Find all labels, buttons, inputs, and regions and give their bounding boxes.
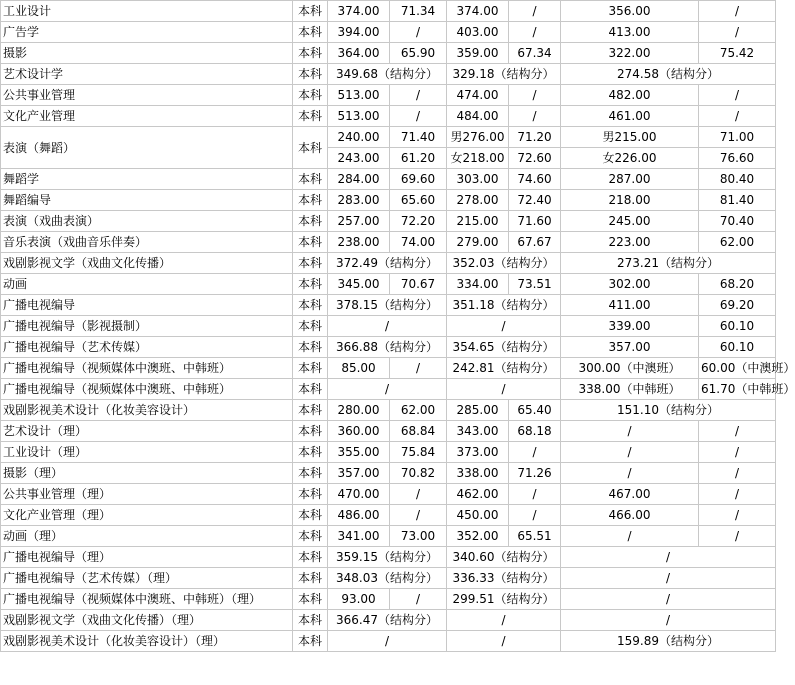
year2-total-score: 215.00	[447, 211, 509, 232]
year3-total-score: 302.00	[561, 274, 699, 295]
year1-total-score: 357.00	[328, 463, 390, 484]
year1-major-score: 62.00	[390, 400, 447, 421]
year3-total-score: /	[561, 463, 699, 484]
year3-major-score: 81.40	[699, 190, 776, 211]
year3-merged: /	[561, 589, 776, 610]
year1-merged: 348.03（结构分）	[328, 568, 447, 589]
major-name: 广播电视编导（影视摄制）	[1, 316, 293, 337]
degree-level: 本科	[293, 568, 328, 589]
degree-level: 本科	[293, 253, 328, 274]
major-name: 戏剧影视美术设计（化妆美容设计）	[1, 400, 293, 421]
year1-total-score: 513.00	[328, 106, 390, 127]
year1-major-score: 70.67	[390, 274, 447, 295]
year2-merged: 242.81（结构分）	[447, 358, 561, 379]
year1-merged: 349.68（结构分）	[328, 64, 447, 85]
year1-major-score: 75.84	[390, 442, 447, 463]
year2-merged: 340.60（结构分）	[447, 547, 561, 568]
year1-total-score: 238.00	[328, 232, 390, 253]
year3-major-score: 60.10	[699, 337, 776, 358]
major-name: 广播电视编导（艺术传媒）	[1, 337, 293, 358]
year3-major-score: 60.00（中澳班）	[699, 358, 776, 379]
year1-major-score: 72.20	[390, 211, 447, 232]
year2-merged: 352.03（结构分）	[447, 253, 561, 274]
year1-major-score: 74.00	[390, 232, 447, 253]
table-row	[1, 358, 776, 379]
year2-total-score: 374.00	[447, 1, 509, 22]
table-row	[1, 484, 776, 505]
year3-merged: 274.58（结构分）	[561, 64, 776, 85]
year1-major-score: 69.60	[390, 169, 447, 190]
table-row	[1, 106, 776, 127]
year1-major-score: /	[390, 589, 447, 610]
degree-level: 本科	[293, 169, 328, 190]
year2-major-score: /	[509, 85, 561, 106]
major-name: 广告学	[1, 22, 293, 43]
year2-major-score: 71.60	[509, 211, 561, 232]
year3-total-score: 300.00（中澳班）	[561, 358, 699, 379]
year3-total-score: 461.00	[561, 106, 699, 127]
year3-major-score: /	[699, 463, 776, 484]
year2-total-score: 373.00	[447, 442, 509, 463]
degree-level: 本科	[293, 295, 328, 316]
year1-merged: /	[328, 316, 447, 337]
year1-total-score: 280.00	[328, 400, 390, 421]
year1-total-score: 345.00	[328, 274, 390, 295]
year3-major-score: /	[699, 484, 776, 505]
year3-major-score: 60.10	[699, 316, 776, 337]
year2-total-score: 450.00	[447, 505, 509, 526]
table-row	[1, 43, 776, 64]
major-name: 艺术设计（理）	[1, 421, 293, 442]
major-name: 广播电视编导（视频媒体中澳班、中韩班）	[1, 379, 293, 400]
degree-level: 本科	[293, 484, 328, 505]
year2-merged: 299.51（结构分）	[447, 589, 561, 610]
year3-major-score: /	[699, 22, 776, 43]
degree-level: 本科	[293, 358, 328, 379]
year3-total-score: 357.00	[561, 337, 699, 358]
year2-total-score: 278.00	[447, 190, 509, 211]
year2-major-score: 72.60	[509, 148, 561, 169]
year1-merged: /	[328, 631, 447, 652]
degree-level: 本科	[293, 442, 328, 463]
table-row	[1, 505, 776, 526]
year1-total-score: 360.00	[328, 421, 390, 442]
year1-total-score: 93.00	[328, 589, 390, 610]
year1-total-score: 283.00	[328, 190, 390, 211]
year1-total-score: 243.00	[328, 148, 390, 169]
degree-level: 本科	[293, 400, 328, 421]
year2-total-score: 343.00	[447, 421, 509, 442]
major-name: 广播电视编导（视频媒体中澳班、中韩班）	[1, 358, 293, 379]
year2-total-score: 279.00	[447, 232, 509, 253]
year1-major-score: 71.34	[390, 1, 447, 22]
year2-major-score: /	[509, 106, 561, 127]
table-row	[1, 442, 776, 463]
year2-merged: 351.18（结构分）	[447, 295, 561, 316]
year3-merged: /	[561, 610, 776, 631]
year3-major-score: 75.42	[699, 43, 776, 64]
year2-merged: /	[447, 631, 561, 652]
year2-total-score: 285.00	[447, 400, 509, 421]
year2-total-score: 403.00	[447, 22, 509, 43]
year1-merged: 366.47（结构分）	[328, 610, 447, 631]
degree-level: 本科	[293, 631, 328, 652]
year2-merged: /	[447, 610, 561, 631]
table-row	[1, 631, 776, 652]
year2-major-score: /	[509, 442, 561, 463]
major-name: 表演（舞蹈）	[1, 127, 293, 169]
year2-merged: 354.65（结构分）	[447, 337, 561, 358]
year1-major-score: /	[390, 85, 447, 106]
year3-major-score: 70.40	[699, 211, 776, 232]
year3-major-score: 68.20	[699, 274, 776, 295]
year1-major-score: 65.90	[390, 43, 447, 64]
year2-major-score: 72.40	[509, 190, 561, 211]
year2-total-score: 男276.00	[447, 127, 509, 148]
year3-merged: /	[561, 568, 776, 589]
year1-major-score: 73.00	[390, 526, 447, 547]
year2-major-score: /	[509, 1, 561, 22]
table-row	[1, 379, 776, 400]
degree-level: 本科	[293, 106, 328, 127]
year1-total-score: 355.00	[328, 442, 390, 463]
year3-total-score: 218.00	[561, 190, 699, 211]
year3-total-score: 男215.00	[561, 127, 699, 148]
year1-total-score: 257.00	[328, 211, 390, 232]
major-name: 戏剧影视美术设计（化妆美容设计）（理）	[1, 631, 293, 652]
major-name: 摄影	[1, 43, 293, 64]
year2-total-score: 303.00	[447, 169, 509, 190]
year3-merged: /	[561, 547, 776, 568]
year1-total-score: 85.00	[328, 358, 390, 379]
table-row	[1, 232, 776, 253]
year2-major-score: 67.67	[509, 232, 561, 253]
year3-major-score: 80.40	[699, 169, 776, 190]
year2-total-score: 352.00	[447, 526, 509, 547]
year2-total-score: 女218.00	[447, 148, 509, 169]
year1-merged: 372.49（结构分）	[328, 253, 447, 274]
table-row	[1, 610, 776, 631]
year1-merged: 378.15（结构分）	[328, 295, 447, 316]
table-row	[1, 568, 776, 589]
degree-level: 本科	[293, 64, 328, 85]
year3-total-score: /	[561, 442, 699, 463]
degree-level: 本科	[293, 526, 328, 547]
year3-merged: 151.10（结构分）	[561, 400, 776, 421]
year3-total-score: 466.00	[561, 505, 699, 526]
year3-major-score: /	[699, 85, 776, 106]
year3-total-score: 339.00	[561, 316, 699, 337]
year3-total-score: 245.00	[561, 211, 699, 232]
year3-total-score: /	[561, 526, 699, 547]
year3-total-score: 482.00	[561, 85, 699, 106]
degree-level: 本科	[293, 589, 328, 610]
degree-level: 本科	[293, 274, 328, 295]
year2-major-score: 71.26	[509, 463, 561, 484]
year2-major-score: /	[509, 505, 561, 526]
year3-total-score: 女226.00	[561, 148, 699, 169]
year1-total-score: 341.00	[328, 526, 390, 547]
table-body	[1, 1, 795, 652]
year1-total-score: 470.00	[328, 484, 390, 505]
degree-level: 本科	[293, 379, 328, 400]
year2-major-score: 65.40	[509, 400, 561, 421]
year2-major-score: 71.20	[509, 127, 561, 148]
year3-total-score: 356.00	[561, 1, 699, 22]
year3-major-score: /	[699, 1, 776, 22]
year2-total-score: 484.00	[447, 106, 509, 127]
table-row	[1, 211, 776, 232]
year1-major-score: 68.84	[390, 421, 447, 442]
major-name: 动画（理）	[1, 526, 293, 547]
major-name: 广播电视编导（视频媒体中澳班、中韩班）（理）	[1, 589, 293, 610]
major-name: 广播电视编导（艺术传媒）（理）	[1, 568, 293, 589]
year3-total-score: 467.00	[561, 484, 699, 505]
degree-level: 本科	[293, 127, 328, 169]
table-row	[1, 463, 776, 484]
major-name: 广播电视编导（理）	[1, 547, 293, 568]
year2-total-score: 334.00	[447, 274, 509, 295]
degree-level: 本科	[293, 190, 328, 211]
major-name: 公共事业管理（理）	[1, 484, 293, 505]
year3-major-score: 71.00	[699, 127, 776, 148]
degree-level: 本科	[293, 505, 328, 526]
year3-major-score: 69.20	[699, 295, 776, 316]
table-row	[1, 85, 776, 106]
table-row	[1, 421, 776, 442]
year1-total-score: 364.00	[328, 43, 390, 64]
year2-merged: 329.18（结构分）	[447, 64, 561, 85]
year1-major-score: 71.40	[390, 127, 447, 148]
year1-merged: 366.88（结构分）	[328, 337, 447, 358]
year1-merged: 359.15（结构分）	[328, 547, 447, 568]
year2-merged: /	[447, 316, 561, 337]
year1-major-score: 70.82	[390, 463, 447, 484]
table-row	[1, 526, 776, 547]
degree-level: 本科	[293, 463, 328, 484]
year1-total-score: 486.00	[328, 505, 390, 526]
table-row	[1, 400, 776, 421]
table-row	[1, 127, 776, 148]
year3-total-score: 322.00	[561, 43, 699, 64]
year3-major-score: 62.00	[699, 232, 776, 253]
major-name: 舞蹈编导	[1, 190, 293, 211]
degree-level: 本科	[293, 421, 328, 442]
year2-major-score: /	[509, 484, 561, 505]
year2-total-score: 462.00	[447, 484, 509, 505]
year3-total-score: 287.00	[561, 169, 699, 190]
major-name: 动画	[1, 274, 293, 295]
table-row	[1, 547, 776, 568]
table-row	[1, 589, 776, 610]
table-row	[1, 169, 776, 190]
year1-total-score: 284.00	[328, 169, 390, 190]
table-row	[1, 337, 776, 358]
year2-major-score: 74.60	[509, 169, 561, 190]
table-row	[1, 1, 776, 22]
major-name: 工业设计（理）	[1, 442, 293, 463]
degree-level: 本科	[293, 610, 328, 631]
table-row	[1, 316, 776, 337]
major-name: 舞蹈学	[1, 169, 293, 190]
year3-major-score: /	[699, 526, 776, 547]
year2-total-score: 338.00	[447, 463, 509, 484]
major-name: 艺术设计学	[1, 64, 293, 85]
degree-level: 本科	[293, 337, 328, 358]
year1-major-score: /	[390, 106, 447, 127]
year2-major-score: 65.51	[509, 526, 561, 547]
year1-merged: /	[328, 379, 447, 400]
year3-major-score: /	[699, 505, 776, 526]
year3-total-score: 411.00	[561, 295, 699, 316]
table-row	[1, 22, 776, 43]
year2-major-score: 67.34	[509, 43, 561, 64]
table-row	[1, 64, 776, 85]
major-name: 表演（戏曲表演）	[1, 211, 293, 232]
table-row	[1, 295, 776, 316]
year1-total-score: 394.00	[328, 22, 390, 43]
degree-level: 本科	[293, 85, 328, 106]
degree-level: 本科	[293, 1, 328, 22]
year3-total-score: 338.00（中韩班）	[561, 379, 699, 400]
degree-level: 本科	[293, 211, 328, 232]
year3-major-score: 61.70（中韩班）	[699, 379, 776, 400]
year3-total-score: 413.00	[561, 22, 699, 43]
major-name: 摄影（理）	[1, 463, 293, 484]
degree-level: 本科	[293, 316, 328, 337]
degree-level: 本科	[293, 547, 328, 568]
year1-total-score: 513.00	[328, 85, 390, 106]
year2-major-score: /	[509, 22, 561, 43]
degree-level: 本科	[293, 232, 328, 253]
year2-major-score: 73.51	[509, 274, 561, 295]
year3-total-score: /	[561, 421, 699, 442]
year2-merged: 336.33（结构分）	[447, 568, 561, 589]
year2-total-score: 359.00	[447, 43, 509, 64]
major-name: 戏剧影视文学（戏曲文化传播）	[1, 253, 293, 274]
major-name: 戏剧影视文学（戏曲文化传播）（理）	[1, 610, 293, 631]
year3-merged: 159.89（结构分）	[561, 631, 776, 652]
year1-major-score: /	[390, 505, 447, 526]
major-name: 文化产业管理（理）	[1, 505, 293, 526]
year3-major-score: 76.60	[699, 148, 776, 169]
year3-major-score: /	[699, 442, 776, 463]
major-name: 公共事业管理	[1, 85, 293, 106]
year3-merged: 273.21（结构分）	[561, 253, 776, 274]
year2-major-score: 68.18	[509, 421, 561, 442]
table-row	[1, 190, 776, 211]
year1-major-score: /	[390, 484, 447, 505]
year1-major-score: 65.60	[390, 190, 447, 211]
degree-level: 本科	[293, 22, 328, 43]
year1-major-score: 61.20	[390, 148, 447, 169]
year1-major-score: /	[390, 22, 447, 43]
major-name: 文化产业管理	[1, 106, 293, 127]
major-name: 工业设计	[1, 1, 293, 22]
year3-total-score: 223.00	[561, 232, 699, 253]
year2-merged: /	[447, 379, 561, 400]
degree-level: 本科	[293, 43, 328, 64]
year2-total-score: 474.00	[447, 85, 509, 106]
year1-total-score: 240.00	[328, 127, 390, 148]
table-row	[1, 253, 776, 274]
year3-major-score: /	[699, 106, 776, 127]
year1-major-score: /	[390, 358, 447, 379]
year3-major-score: /	[699, 421, 776, 442]
major-name: 音乐表演（戏曲音乐伴奏）	[1, 232, 293, 253]
table-row	[1, 274, 776, 295]
year1-total-score: 374.00	[328, 1, 390, 22]
major-name: 广播电视编导	[1, 295, 293, 316]
